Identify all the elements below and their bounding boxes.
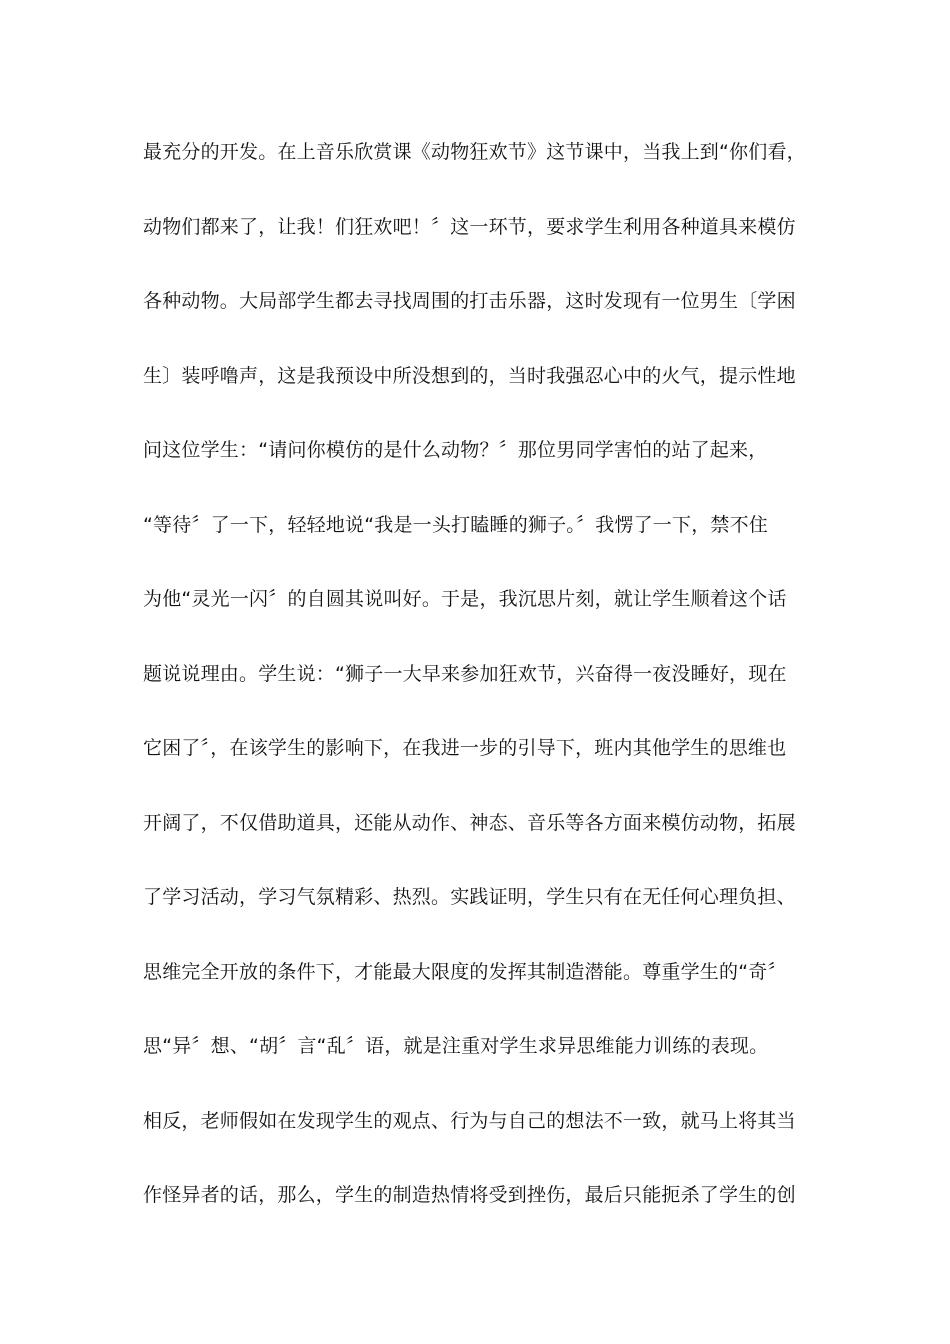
text-line-10: 开阔了，不仅借助道具，还能从动作、神态、音乐等各方面来模仿动物，拓展 (143, 811, 796, 834)
text-line-15: 作怪异者的话，那么，学生的制造热情将受到挫伤，最后只能扼杀了学生的创 (143, 1184, 796, 1206)
text-line-7: 为他“灵光一闪〞的自圆其说叫好。于是，我沉思片刻，就让学生顺着这个话 (143, 588, 787, 610)
text-line-13: 思“异〞想、“胡〞言“乱〞语，就是注重对学生求异思维能力训练的表现。 (143, 1035, 769, 1057)
text-line-2: 动物们都来了，让我！们狂欢吧！〞这一环节，要求学生利用各种道具来模仿 (143, 215, 796, 238)
text-line-14: 相反，老师假如在发现学生的观点、行为与自己的想法不一致，就马上将其当 (143, 1109, 796, 1132)
text-line-1: 最充分的开发。在上音乐欣赏课《动物狂欢节》这节课中，当我上到“你们看， (143, 141, 806, 163)
text-line-9: 它困了〞，在该学生的影响下，在我进一步的引导下，班内其他学生的思维也 (143, 737, 787, 759)
text-line-4: 生〕装呼噜声，这是我预设中所没想到的，当时我强忍心中的火气，提示性地 (143, 364, 796, 387)
text-line-12: 思维完全开放的条件下，才能最大限度的发挥其制造潜能。尊重学生的“奇〞 (143, 960, 787, 983)
text-line-11: 了学习活动，学习气氛精彩、热烈。实践证明，学生只有在无任何心理负担、 (143, 886, 796, 908)
text-line-5: 问这位学生：“请问你模仿的是什么动物？〞那位男同学害怕的站了起来， (143, 439, 768, 461)
text-line-8: 题说说理由。学生说：“狮子一大早来参加狂欢节，兴奋得一夜没睡好，现在 (143, 662, 787, 685)
body-text (143, 132, 813, 1250)
text-line-6: “等待〞了一下，轻轻地说“我是一头打瞌睡的狮子。〞我愣了一下，禁不住 (143, 513, 768, 536)
text-line-3: 各种动物。大局部学生都去寻找周围的打击乐器，这时发现有一位男生〔学困 (143, 290, 796, 312)
